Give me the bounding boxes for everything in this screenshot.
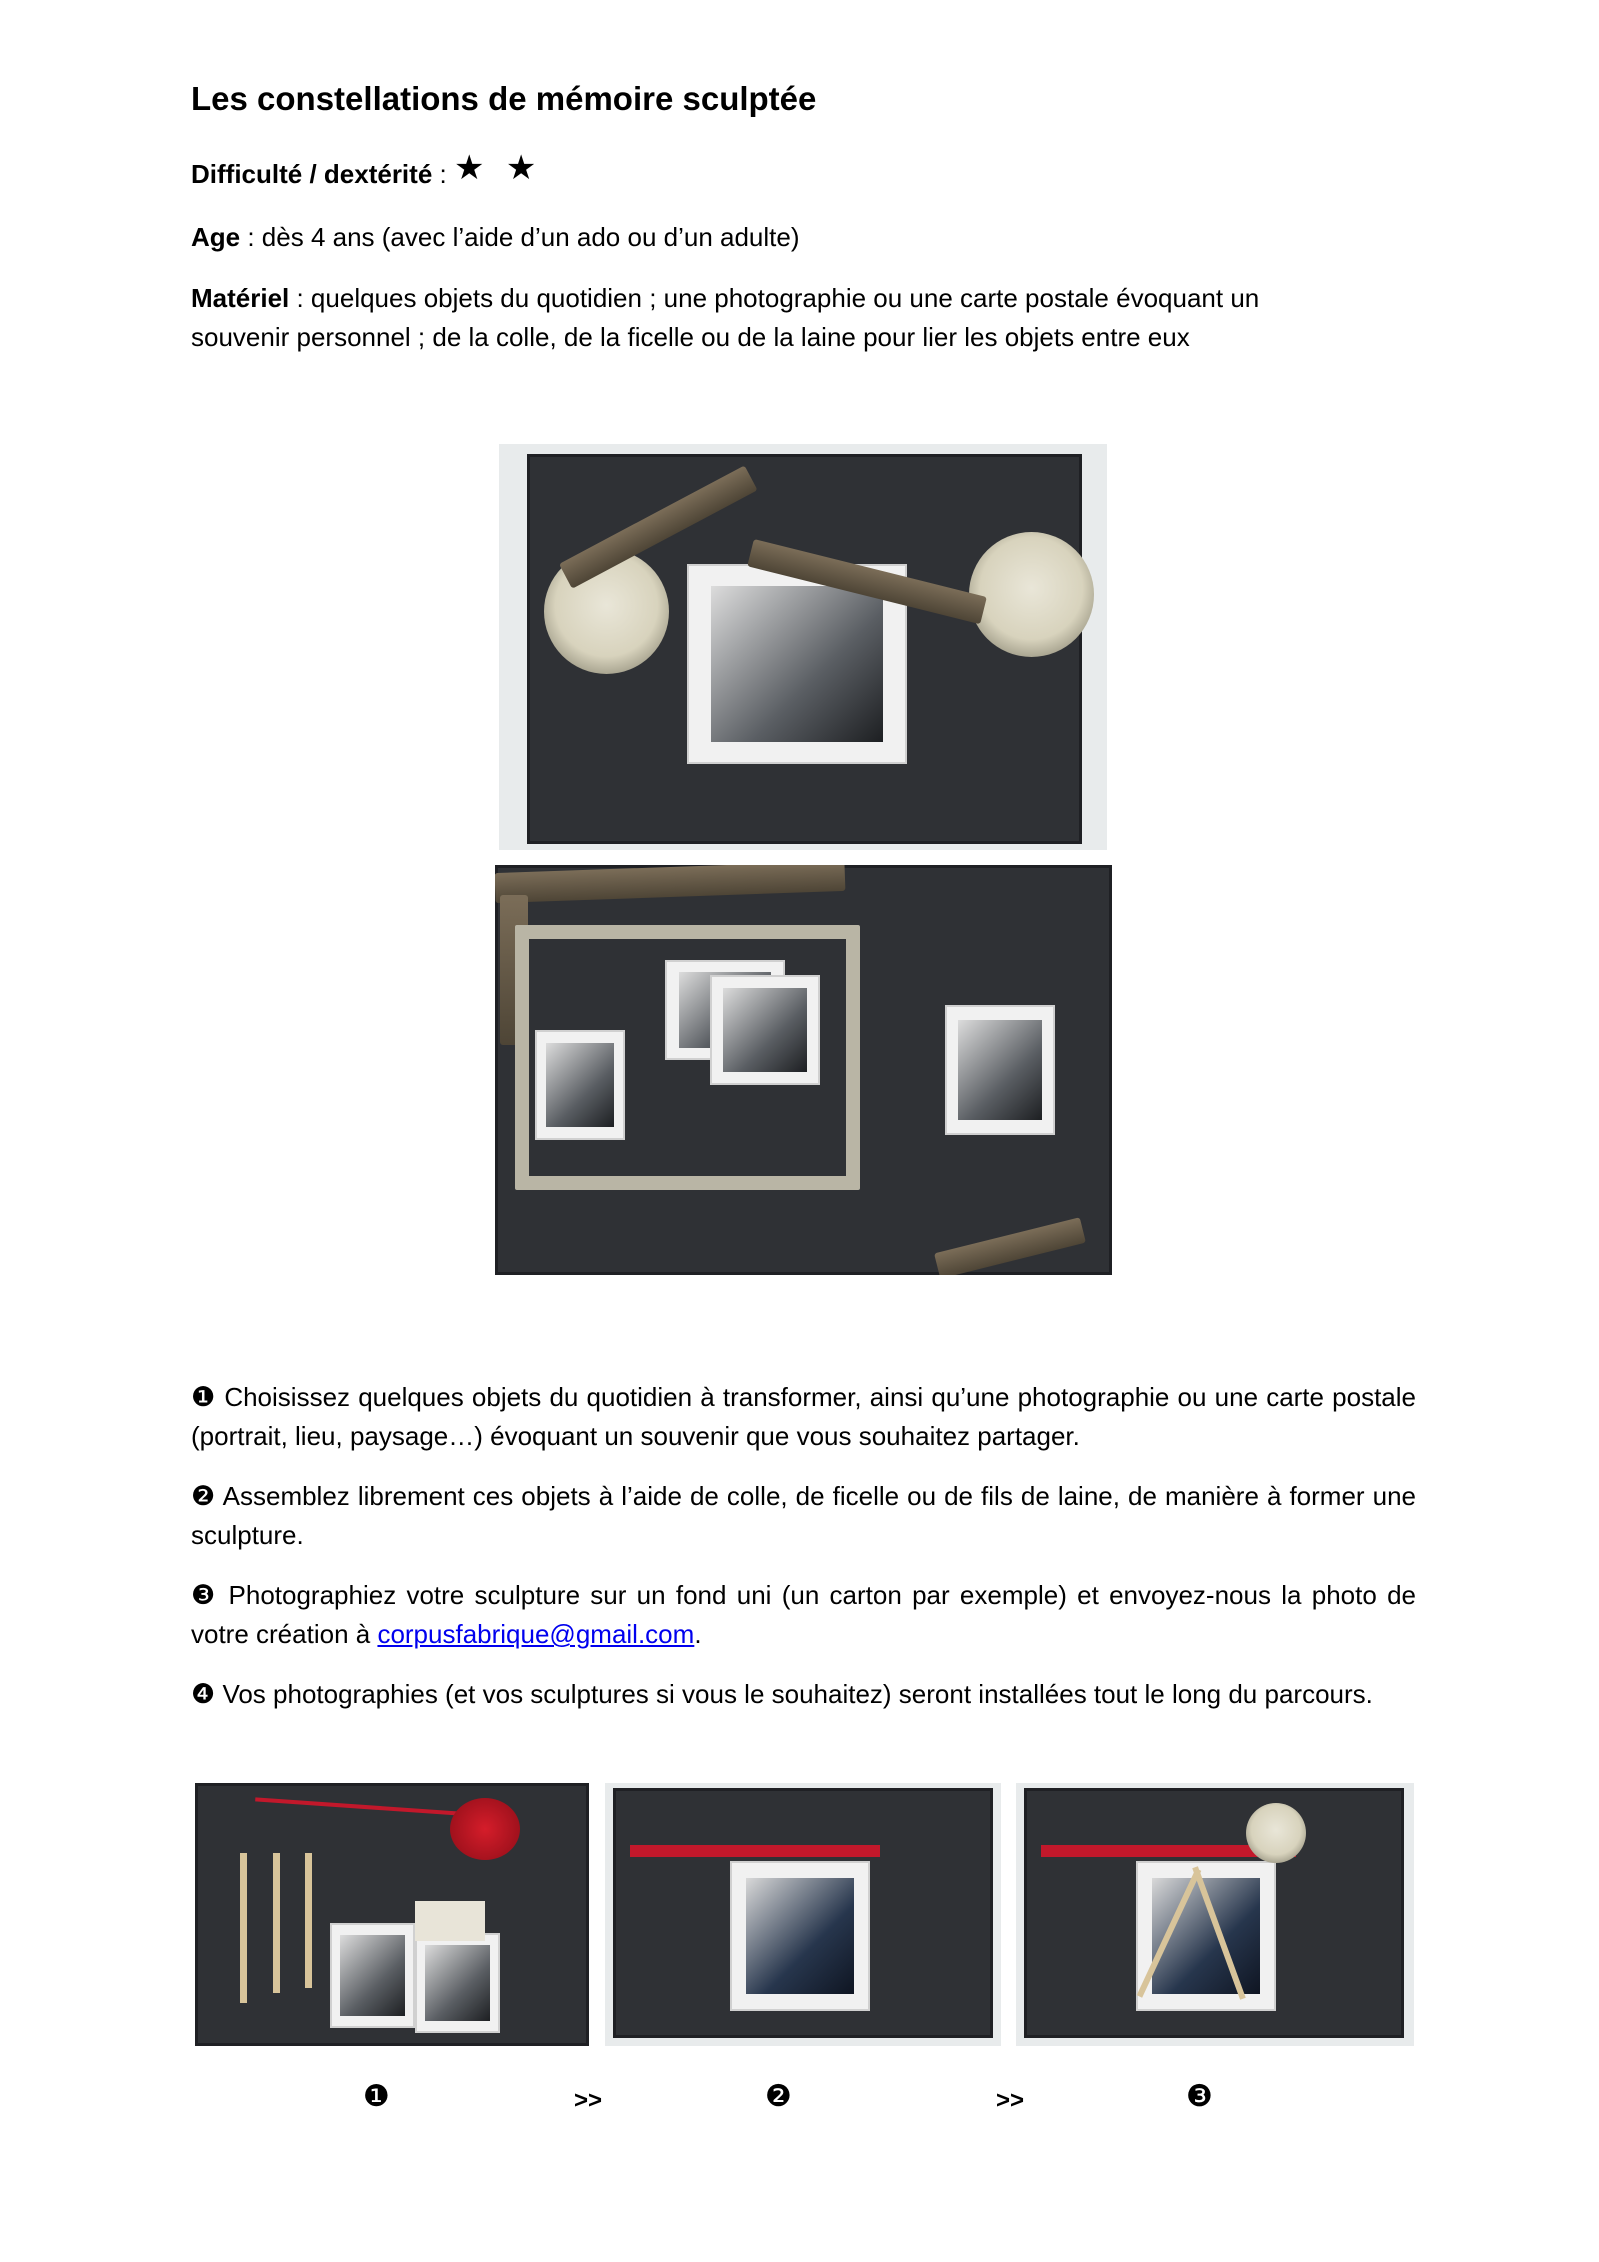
sculpture-photo-1 xyxy=(499,444,1107,850)
chopstick-3 xyxy=(305,1853,312,1988)
age-label: Age xyxy=(191,222,241,252)
age-text: : dès 4 ans (avec l’aide d’un ado ou d’un adulte) xyxy=(240,222,800,252)
sequence-step-3: ❸ xyxy=(1186,2079,1213,2114)
portrait-photo xyxy=(1136,1861,1276,2011)
email-link[interactable]: corpusfabrique@gmail.com xyxy=(377,1619,695,1649)
material-label: Matériel xyxy=(191,283,290,313)
difficulty-line xyxy=(191,149,543,193)
step-2-text: ❷ Assemblez librement ces objets à l’aide de colle, de ficelle ou de fils de laine, de manière à former une sculpture. xyxy=(191,1481,1416,1550)
right-bowl xyxy=(969,532,1094,657)
framed-portrait xyxy=(535,1030,625,1140)
difficulty-label: Difficulté / dextérité xyxy=(191,159,433,189)
difficulty-sep: : xyxy=(432,159,454,189)
whisk-head xyxy=(1246,1803,1306,1863)
age-line xyxy=(191,218,800,256)
material-line-2: souvenir personnel ; de la colle, de la ficelle ou de la laine pour lier les objets entre eux xyxy=(191,322,1190,352)
red-chopsticks xyxy=(630,1845,880,1857)
material-line-1 xyxy=(191,279,1259,317)
sequence-step-1: ❶ xyxy=(363,2079,390,2114)
photo-print-c xyxy=(945,1005,1055,1135)
sequence-arrow-2: >> xyxy=(996,2087,1025,2114)
sequence-photo-1 xyxy=(195,1783,589,2046)
sequence-photo-2 xyxy=(605,1783,1001,2046)
material-text-1: : quelques objets du quotidien ; une photographie ou une carte postale évoquant un xyxy=(289,283,1260,313)
step-3-text: ❸ Photographiez votre sculpture sur un fond uni (un carton par exemple) et envoyez-nous la photo de votre création à corpusfabrique@gmail.com. xyxy=(191,1580,1416,1649)
sculpture-photo-2 xyxy=(495,865,1112,1275)
difficulty-stars: ★ ★ xyxy=(453,149,543,187)
step-1-text: ❶ Choisissez quelques objets du quotidien à transformer, ainsi qu’une photographie ou une carte postale (portrait, lieu, paysage…) évoquant un souvenir que vous souhaitez partager. xyxy=(191,1382,1416,1451)
chopstick-1 xyxy=(240,1853,247,2003)
portrait-photo xyxy=(730,1861,870,2011)
chopstick-2 xyxy=(273,1853,280,1993)
small-frame xyxy=(330,1923,415,2028)
page-title: Les constellations de mémoire sculptée xyxy=(191,80,817,117)
sequence-arrow-1: >> xyxy=(574,2087,603,2114)
sequence-step-2: ❷ xyxy=(765,2079,792,2114)
sequence-photo-3 xyxy=(1016,1783,1414,2046)
red-yarn-ball xyxy=(450,1798,520,1860)
cards xyxy=(415,1901,485,1941)
photo-print-d xyxy=(415,1933,500,2033)
step-4-text: ❹ Vos photographies (et vos sculptures si vous le souhaitez) seront installées tout le long du parcours. xyxy=(191,1679,1373,1710)
